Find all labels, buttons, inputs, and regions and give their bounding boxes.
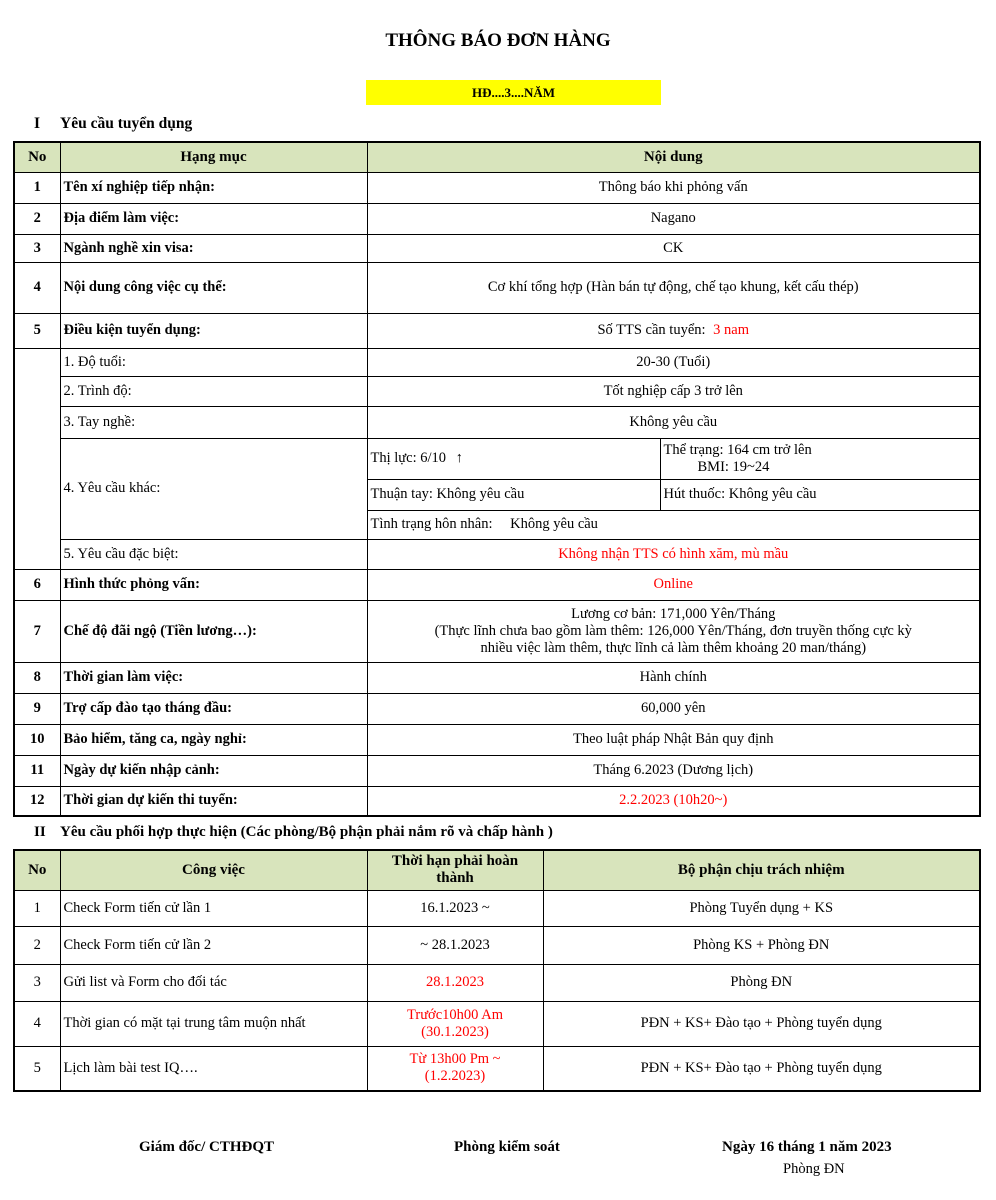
row-department: PĐN + KS+ Đào tạo + Phòng tuyển dụng (543, 1046, 980, 1091)
sub-conditions-spacer (14, 348, 60, 569)
issuing-department: Phòng ĐN (783, 1161, 845, 1177)
physique-cell (660, 438, 980, 479)
row-item: Nội dung công việc cụ thể: (60, 262, 367, 313)
handedness-cell: Thuận tay: Không yêu cầu (367, 479, 660, 510)
section1-title: Yêu cầu tuyển dụng (60, 115, 193, 132)
row-deadline: ~ 28.1.2023 (367, 926, 543, 964)
row-no: 6 (14, 569, 60, 600)
row-task: Check Form tiến cử lần 2 (60, 926, 367, 964)
table-row (14, 1001, 980, 1046)
row-task: Check Form tiến cử lần 1 (60, 890, 367, 926)
row-no: 5 (14, 313, 60, 348)
table-row (14, 890, 980, 926)
row-item: Chế độ đãi ngộ (Tiền lương…): (60, 600, 367, 662)
row-task: Thời gian có mặt tại trung tâm muộn nhất (60, 1001, 367, 1046)
deadline-line2: (30.1.2023) (421, 1023, 489, 1040)
row-no: 7 (14, 600, 60, 662)
table-row (14, 262, 980, 313)
row-no: 12 (14, 786, 60, 816)
skill-label: 3. Tay nghề: (60, 406, 367, 438)
row-item: Địa điểm làm việc: (60, 203, 367, 234)
row-no: 9 (14, 693, 60, 724)
row-item: Điều kiện tuyển dụng: (60, 313, 367, 348)
row-no: 4 (14, 1001, 60, 1046)
row-no: 1 (14, 172, 60, 203)
row-item: Thời gian làm việc: (60, 662, 367, 693)
row-no: 5 (14, 1046, 60, 1091)
row-content (367, 313, 980, 348)
vision-text: Thị lực: 6/10 (370, 450, 447, 466)
row-item: Tên xí nghiệp tiếp nhận: (60, 172, 367, 203)
section2-number: II (34, 824, 46, 840)
row-content: Theo luật pháp Nhật Bản quy định (367, 724, 980, 755)
row-content (367, 600, 980, 662)
deadline-header-line2: thành (436, 870, 474, 887)
row-department: PĐN + KS+ Đào tạo + Phòng tuyển dụng (543, 1001, 980, 1046)
signing-date: Ngày 16 tháng 1 năm 2023 (722, 1139, 892, 1155)
table-row (14, 203, 980, 234)
education-value: Tốt nghiệp cấp 3 trở lên (367, 376, 980, 406)
row-content: Nagano (367, 203, 980, 234)
vision-cell (367, 438, 660, 479)
row-content: 2.2.2023 (10h20~) (367, 786, 980, 816)
deadline-header-line1: Thời hạn phải hoàn (391, 853, 519, 870)
deadline-line2: (1.2.2023) (424, 1068, 486, 1085)
table-header-row (14, 142, 980, 172)
recruitment-requirements-table (13, 141, 981, 817)
smoking-cell: Hút thuốc: Không yêu cầu (660, 479, 980, 510)
col-header-deadline (367, 850, 543, 890)
row-no: 2 (14, 926, 60, 964)
table-row (14, 438, 980, 479)
row-item: Bảo hiểm, tăng ca, ngày nghỉ: (60, 724, 367, 755)
col-header-task: Công việc (60, 850, 367, 890)
row-deadline (367, 1001, 543, 1046)
table-row (14, 724, 980, 755)
table-row (14, 786, 980, 816)
col-header-department: Bộ phận chịu trách nhiệm (543, 850, 980, 890)
row-item: Hình thức phỏng vấn: (60, 569, 367, 600)
salary-line-1: Lương cơ bản: 171,000 Yên/Tháng (571, 605, 776, 622)
age-value: 20-30 (Tuổi) (367, 348, 980, 376)
table-row (14, 964, 980, 1001)
table-row (14, 313, 980, 348)
table-row (14, 926, 980, 964)
section2-heading (34, 824, 553, 841)
row-content: Tháng 6.2023 (Dương lịch) (367, 755, 980, 786)
deadline-line1: Từ 13h00 Pm ~ (409, 1051, 501, 1068)
table-row (14, 569, 980, 600)
col-header-no: No (14, 142, 60, 172)
table-header-row (14, 850, 980, 890)
row-content: Hành chính (367, 662, 980, 693)
col-header-content: Nội dung (367, 142, 980, 172)
table-row (14, 539, 980, 569)
row-no: 2 (14, 203, 60, 234)
special-requirement-value: Không nhận TTS có hình xăm, mù mầu (367, 539, 980, 569)
salary-line-2: (Thực lĩnh chưa bao gồm làm thêm: 126,000 Yên/Tháng, đơn truyền thống cực kỳ (434, 622, 912, 639)
table-row (14, 600, 980, 662)
table-row (14, 1046, 980, 1091)
row-deadline: 16.1.2023 ~ (367, 890, 543, 926)
table-row (14, 406, 980, 438)
row-item: Ngành nghề xin visa: (60, 234, 367, 262)
physique-bmi: BMI: 19~24 (697, 458, 770, 475)
skill-value: Không yêu cầu (367, 406, 980, 438)
arrow-up-icon: ↑ (455, 450, 463, 466)
age-label: 1. Độ tuổi: (60, 348, 367, 376)
marital-label: Tình trạng hôn nhân: (370, 516, 493, 532)
table-row (14, 234, 980, 262)
trainee-count-label: Số TTS cần tuyển: (597, 322, 706, 338)
deadline-line1: Trước10h00 Am (407, 1006, 503, 1023)
table-row (14, 172, 980, 203)
row-content: CK (367, 234, 980, 262)
row-task: Lịch làm bài test IQ…. (60, 1046, 367, 1091)
marital-cell (367, 510, 980, 539)
row-deadline (367, 1046, 543, 1091)
document-title: THÔNG BÁO ĐƠN HÀNG (385, 30, 611, 51)
table-row (14, 755, 980, 786)
row-no: 3 (14, 234, 60, 262)
row-no: 11 (14, 755, 60, 786)
col-header-no: No (14, 850, 60, 890)
table-row (14, 693, 980, 724)
row-task: Gửi list và Form cho đối tác (60, 964, 367, 1001)
row-content: Online (367, 569, 980, 600)
row-no: 8 (14, 662, 60, 693)
special-requirement-label: 5. Yêu cầu đặc biệt: (60, 539, 367, 569)
row-content: Thông báo khi phỏng vấn (367, 172, 980, 203)
row-department: Phòng ĐN (543, 964, 980, 1001)
table-row (14, 348, 980, 376)
row-item: Thời gian dự kiến thi tuyển: (60, 786, 367, 816)
row-deadline: 28.1.2023 (367, 964, 543, 1001)
marital-value: Không yêu cầu (510, 516, 598, 532)
row-department: Phòng KS + Phòng ĐN (543, 926, 980, 964)
coordination-table (13, 849, 981, 1092)
row-content: 60,000 yên (367, 693, 980, 724)
row-no: 3 (14, 964, 60, 1001)
table-row (14, 376, 980, 406)
section1-heading (34, 115, 192, 133)
contract-code-badge: HĐ....3....NĂM (366, 80, 661, 105)
row-item: Trợ cấp đào tạo tháng đầu: (60, 693, 367, 724)
row-content: Cơ khí tổng hợp (Hàn bán tự động, chế tạo khung, kết cấu thép) (367, 262, 980, 313)
education-label: 2. Trình độ: (60, 376, 367, 406)
section1-number: I (34, 115, 41, 132)
physique-height: Thể trạng: 164 cm trở lên (663, 441, 812, 458)
row-no: 10 (14, 724, 60, 755)
control-dept-signature-label: Phòng kiểm soát (454, 1139, 560, 1155)
other-requirements-label: 4. Yêu cầu khác: (60, 438, 367, 539)
row-item: Ngày dự kiến nhập cảnh: (60, 755, 367, 786)
row-no: 1 (14, 890, 60, 926)
row-no: 4 (14, 262, 60, 313)
section2-title: Yêu cầu phối hợp thực hiện (Các phòng/Bộ phận phải nắm rõ và chấp hành ) (60, 824, 553, 840)
trainee-count-value: 3 nam (713, 322, 750, 338)
row-department: Phòng Tuyển dụng + KS (543, 890, 980, 926)
table-row (14, 662, 980, 693)
director-signature-label: Giám đốc/ CTHĐQT (139, 1139, 275, 1155)
col-header-item: Hạng mục (60, 142, 367, 172)
salary-line-3: nhiều việc làm thêm, thực lĩnh cả làm thêm khoảng 20 man/tháng) (480, 639, 867, 656)
